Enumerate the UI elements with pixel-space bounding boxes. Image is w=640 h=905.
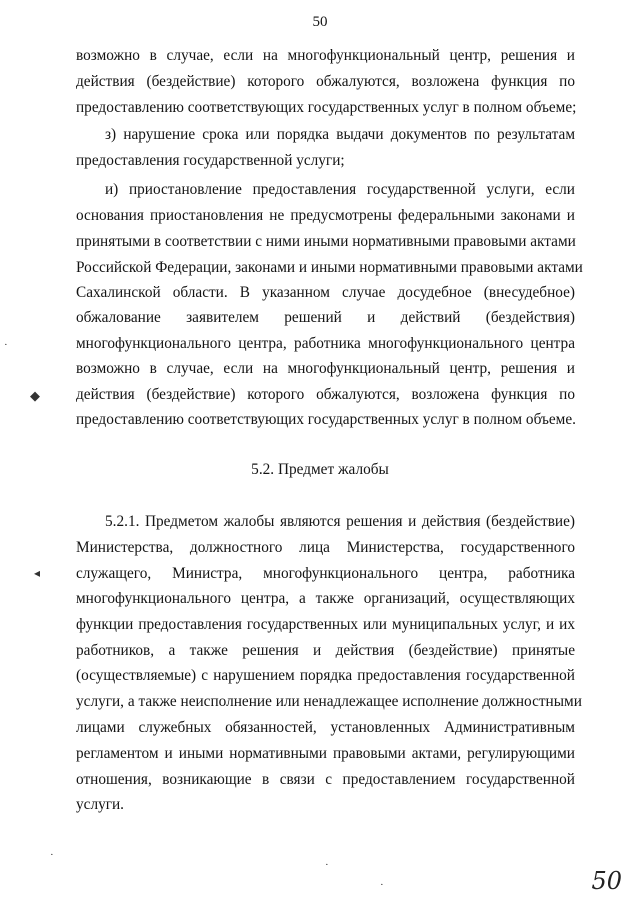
text-line: возможно в случае, если на многофункциональный центр, решения и [76,47,575,64]
scan-speck: · [325,859,329,871]
text-line: з) нарушение срока или порядка выдачи документов по результатам [105,126,575,143]
text-line: функции предоставления государственных или муниципальных услуг, и их [76,616,575,633]
text-line: предоставления государственной услуги; [76,152,345,169]
text-line: регламентом и иными нормативными правовыми актами, регулирующими [76,745,575,762]
handwritten-page-number: 50 [591,867,622,895]
text-line: служащего, Министра, многофункционального центра, работника [76,565,575,582]
scan-speck: · [4,339,8,351]
text-line: и) приостановление предоставления государственной услуги, если [105,181,575,198]
text-line: предоставлению соответствующих государственных услуг в полном объеме; [76,99,577,116]
text-line: лицами служебных обязанностей, установленных Административным [76,719,575,736]
text-line: (осуществляемые) с нарушением порядка предоставления государственной [76,667,575,684]
text-line: многофункционального центра, работника многофункционального центра [76,335,575,352]
scan-speck: · [50,849,54,861]
section-heading: 5.2. Предмет жалобы [251,461,389,478]
text-line: услуги, а также неисполнение или ненадлежащее исполнение должностными [76,693,582,710]
text-line: отношения, возникающие в связи с предоставлением государственной [76,771,575,788]
page-number: 50 [312,14,328,30]
text-line: основания приостановления не предусмотрены федеральными законами и [76,207,575,224]
text-line: многофункционального центра, а также организаций, осуществляющих [76,590,575,607]
text-line: работников, а также решения и действия (бездействие) принятые [76,642,575,659]
text-line: обжалование заявителем решений и действий (бездействия) [76,309,575,326]
text-line: действия (бездействие) которого обжалуются, возложена функция по [76,386,575,403]
text-line: Министерства, должностного лица Министерства, государственного [76,539,575,556]
text-line: принятыми в соответствии с ними иными нормативными правовыми актами [76,233,576,250]
text-line: Сахалинской области. В указанном случае досудебное (внесудебное) [76,284,575,301]
text-line: действия (бездействие) которого обжалуются, возложена функция по [76,73,575,90]
text-line: Российской Федерации, законами и иными нормативными правовыми актами [76,259,583,276]
text-line: 5.2.1. Предметом жалобы являются решения и действия (бездействие) [105,513,575,530]
scan-mark: ◆ [30,388,40,403]
text-line: возможно в случае, если на многофункциональный центр, решения и [76,360,575,377]
text-line: предоставлению соответствующих государственных услуг в полном объеме. [76,411,576,428]
text-line: услуги. [76,796,125,813]
scan-mark: ◂ [34,566,41,580]
scan-speck: · [380,879,384,891]
